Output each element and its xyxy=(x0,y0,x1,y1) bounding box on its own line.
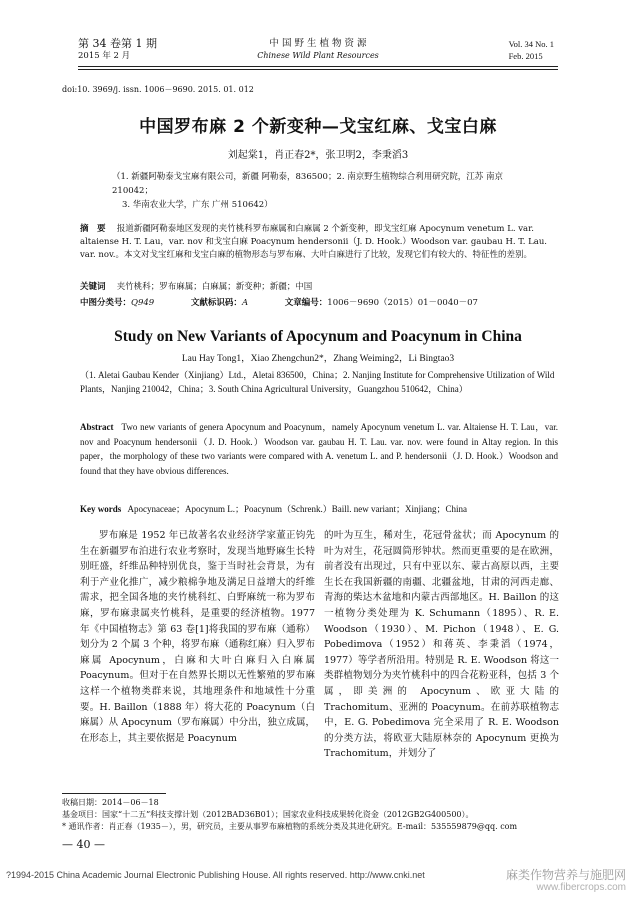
footnote-funding: 基金项目：国家“十二五”科技支撑计划（2012BAD36B01）；国家农业科技成果转化资金（2012GB2G400500）。 xyxy=(62,810,474,819)
issue-line-1: 第 34 卷第 1 期 xyxy=(78,37,157,50)
authors-cn: 刘起棠1，肖正春2*，张卫明2，李秉滔3 xyxy=(227,150,409,161)
abstract-cn-label: 摘 要 xyxy=(80,224,106,234)
keywords-cn xyxy=(80,281,558,294)
title-cn: 中国罗布麻 2 个新变种—戈宝红麻、戈宝白麻 xyxy=(139,117,497,137)
footnote-corresponding: * 通讯作者：肖正春（1935－），男，研究员，主要从事罗布麻植物的系统分类及其进化研究。E-mail：535559879@qq. com xyxy=(62,822,518,831)
article-no-label: 文章编号： xyxy=(284,298,328,308)
issue-info-en xyxy=(509,38,554,62)
title-en: Study on New Variants of Apocynum and Poacynum in China xyxy=(114,328,522,345)
article-no-value: 1006－9690（2015）01－0040－07 xyxy=(327,298,478,308)
page-number: — 40 — xyxy=(62,838,105,851)
issue-line-2: 2015 年 2 月 xyxy=(78,51,131,61)
keywords-en xyxy=(80,502,558,516)
classification-cn xyxy=(80,297,558,310)
abstract-en xyxy=(80,420,558,478)
keywords-cn-label: 关键词 xyxy=(80,282,106,292)
body-column-right: 的叶为互生，稀对生，花冠骨盆状；而 Apocynum 的叶为对生，花冠圆筒形钟状。然而更重要的是在欧洲，前者没有出现过，只有中亚以东、蒙古高原以西，主要生长在我国新疆的南疆、北疆盆地，甘肃的河西走廊、青海的柴达木盆地和内蒙古西部地区。H. Baillon 的这一植物分类处理为 K. Schumann（1895）、R. E. Woodson（1930）、M. Pichon（1948）、E. G. Pobedimova（1952）和蒋英、李秉滔（1974，1977）等学者所沿用。特别是 R. E. Woodson 将这一类群植物划分为夹竹桃科中的四合花粉亚科，包括 3 个属，即美洲的 Apocynum、欧亚大陆的 Trachomitum、亚洲的 Poacynum。在前苏联植物志中，E. G. Pobedimova 完全采用了 R. E. Woodson 的分类方法，将欧亚大陆原林奈的 Apocynum 更换为 Trachomitum，并划分了 xyxy=(324,530,559,760)
footnote-received: 收稿日期：2014－06－18 xyxy=(62,798,159,807)
keywords-en-text: Apocynaceae；Apocynum L.；Poacynum（Schrenk.）Baill. new variant；Xinjiang；China xyxy=(127,504,467,514)
authors-en: Lau Hay Tong1，Xiao Zhengchun2*，Zhang Weiming2，Li Bingtao3 xyxy=(181,354,455,364)
volume-en: Vol. 34 No. 1 xyxy=(508,39,554,49)
keywords-en-label: Key words xyxy=(80,504,122,514)
watermark-text: 麻类作物营养与施肥网 xyxy=(505,868,626,882)
doi: doi:10. 3969/j. issn. 1006－9690. 2015. 01. 012 xyxy=(62,85,254,94)
abstract-en-text: Two new variants of genera Apocynum and Poacynum，namely Apocynum venetum L. var. Altaiense H. T. Lau，var. nov and Poacynum hendersonii（J. D. Hook.）Woodson var. gaubau H. T. Lau. var. nov. were found in Altay region. In this paper，the morphology of these two variants were compared with A. venetum L. and P. hendersonii（J. D. Hook.）Woodson and found that they have obvious differences. xyxy=(80,422,558,476)
doc-code-label: 文献标识码： xyxy=(190,298,242,308)
keywords-cn-text: 夹竹桃科；罗布麻属；白麻属；新变种；新疆；中国 xyxy=(116,282,313,292)
header-rule-top xyxy=(78,66,558,67)
body-column-left: 罗布麻是 1952 年已故著名农业经济学家董正钧先生在新疆罗布泊进行农业考察时，发现当地野麻生长特别旺盛，纤维品种特别优良，鉴于当时社会背景，为有利于产业化推广，减少粮棉争地及满足日益增大的纤维需求，把全国各地的夹竹桃科红、白野麻统一称为罗布麻，罗布麻隶属夹竹桃科，是重要的经济植物。1977 年《中国植物志》第 63 卷[1]将我国的罗布麻（通称）划分为 2 个属 3 个种，将罗布麻（通称红麻）归入罗布麻属 Apocynum，白麻和大叶白麻归入白麻属 Poacynum。但对于在自然界长期以无性繁殖的罗布麻这样一个植物类群来说，其地理条件和地域性十分重要。H. Baillon（1888 年）将大花的 Poacynum（白麻属）从 Apocynum（罗布麻属）中分出，独立成属，在形态上，其主要依据是 Poacynum xyxy=(80,530,315,744)
class-label: 中图分类号： xyxy=(80,298,132,308)
footnote-rule xyxy=(62,793,166,794)
journal-name-cn: 中 国 野 生 植 物 资 源 xyxy=(269,38,367,49)
affiliation-cn-line-2: 3. 华南农业大学，广东 广州 510642） xyxy=(122,200,273,210)
journal-name-en: Chinese Wild Plant Resources xyxy=(257,51,379,60)
copyright-line: ?1994-2015 China Academic Journal Electronic Publishing House. All rights reserved. http://www.cnki.net xyxy=(6,870,425,880)
header-rule-bottom xyxy=(78,69,558,70)
affiliation-cn-line-1: （1. 新疆阿勒泰戈宝麻有限公司，新疆 阿勒泰，836500；2. 南京野生植物综合利用研究院，江苏 南京 210042； xyxy=(112,172,503,196)
abstract-cn xyxy=(80,223,558,262)
date-en: Feb. 2015 xyxy=(508,51,543,61)
watermark-url: www.fibercrops.com xyxy=(536,882,626,893)
affiliations-cn xyxy=(112,170,522,212)
affiliations-en: （1. Aletai Gaubau Kender（Xinjiang）Ltd.，Aletai 836500，China；2. Nanjing Institute for Comprehensive Utilization of Wild Plants，Nanjing 210042，China；3. South China Agricultural University，Guangzhou 510642，China） xyxy=(80,370,555,394)
abstract-en-label: Abstract xyxy=(80,422,114,432)
class-value: Q949 xyxy=(131,298,155,308)
abstract-cn-text: 报道新疆阿勒泰地区发现的夹竹桃科罗布麻属和白麻属 2 个新变种，即戈宝红麻 Apocynum venetum L. var. altaiense H. T. Lau，var. nov 和戈宝白麻 Poacynum hendersonii（J. D. Hook.）Woodson var. gaubau H. T. Lau. var. nov.。本文对戈宝红麻和戈宝白麻的植物形态与罗布麻、大叶白麻进行了比较，发现它们有较大的、特征性的差别。 xyxy=(80,224,548,260)
doc-code-value: A xyxy=(241,298,249,308)
